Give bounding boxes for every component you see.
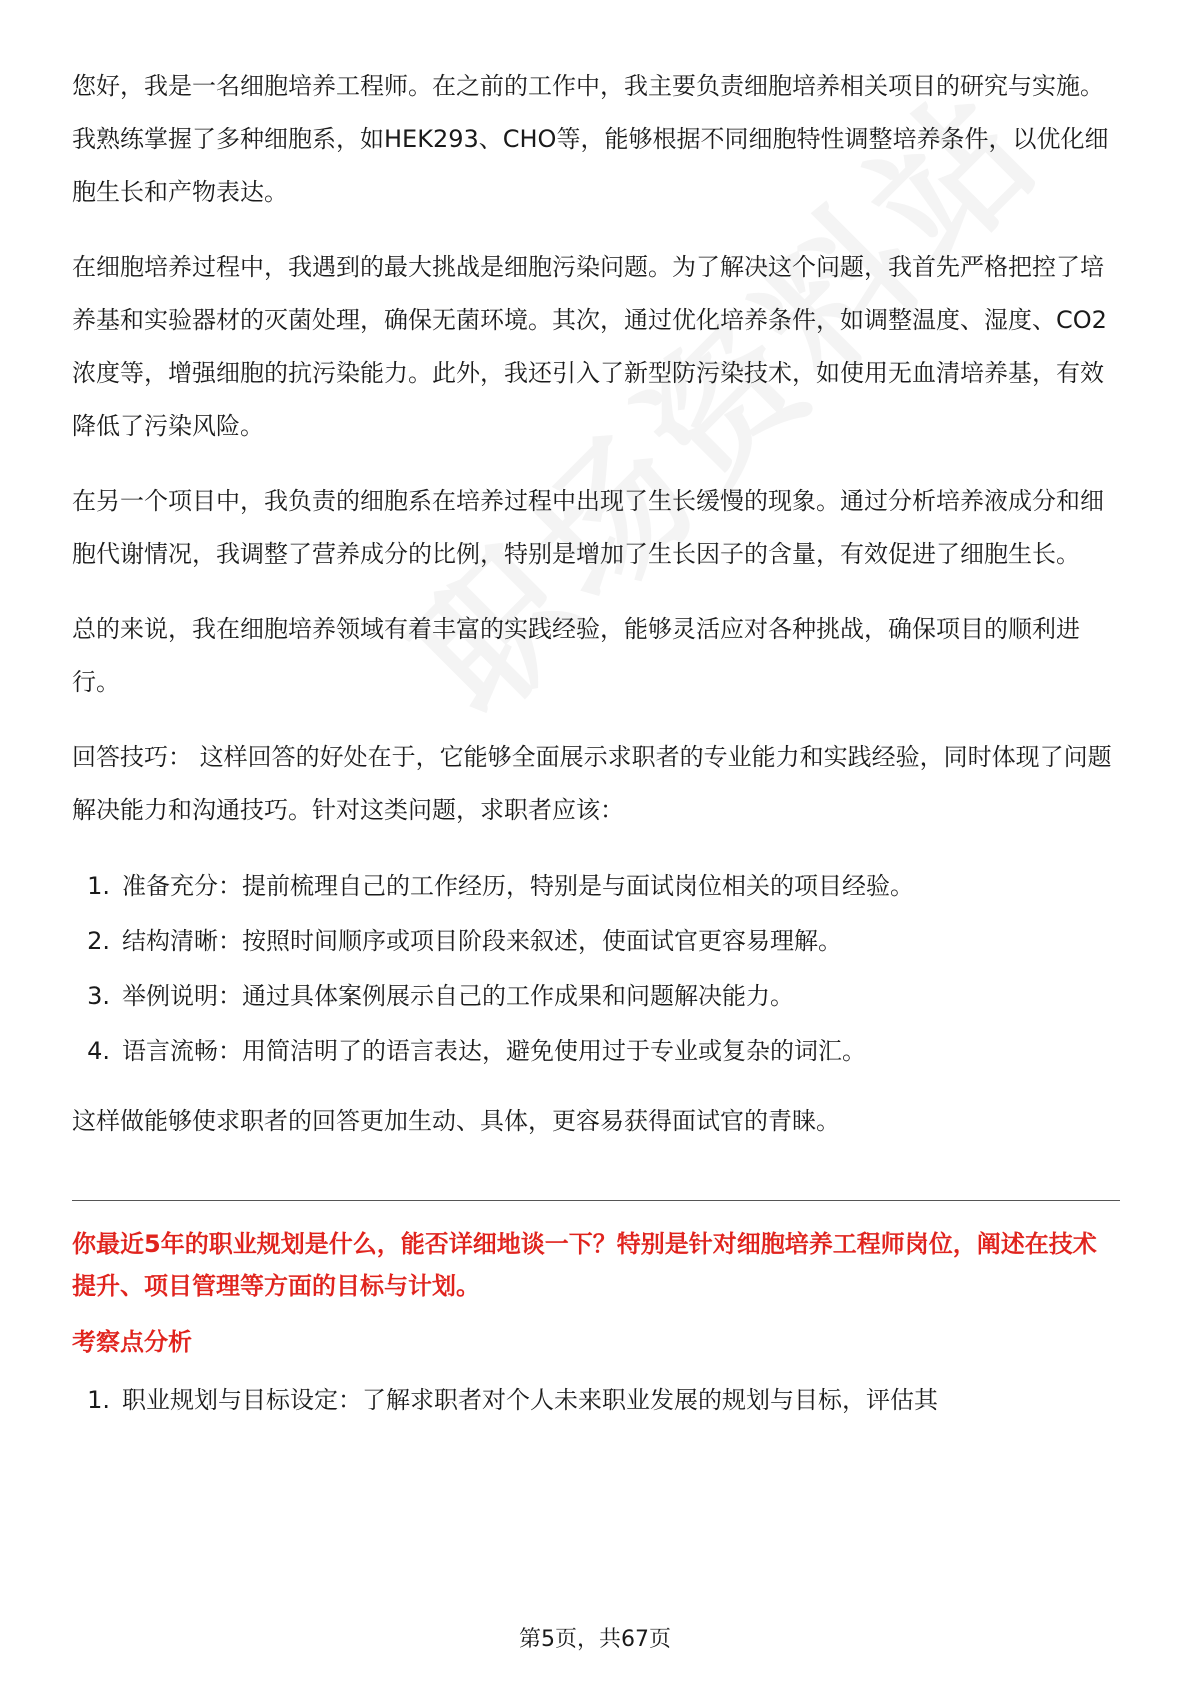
list-number: 2. <box>87 927 110 955</box>
list-item <box>72 859 1120 914</box>
answer-paragraph-1: 您好，我是一名细胞培养工程师。在之前的工作中，我主要负责细胞培养相关项目的研究与实施。我熟练掌握了多种细胞系，如HEK293、CHO等，能够根据不同细胞特性调整培养条件，以优化细胞生长和产物表达。 <box>72 72 1109 206</box>
list-text: 举例说明：通过具体案例展示自己的工作成果和问题解决能力。 <box>122 982 794 1010</box>
list-item <box>72 1373 1120 1428</box>
list-text: 准备充分：提前梳理自己的工作经历，特别是与面试岗位相关的项目经验。 <box>122 872 914 900</box>
closing-paragraph: 这样做能够使求职者的回答更加生动、具体，更容易获得面试官的青睐。 <box>72 1107 840 1135</box>
list-text: 职业规划与目标设定：了解求职者对个人未来职业发展的规划与目标，评估其 <box>122 1386 938 1414</box>
list-item <box>72 914 1120 969</box>
list-number: 3. <box>87 982 110 1010</box>
answer-paragraph-2: 在细胞培养过程中，我遇到的最大挑战是细胞污染问题。为了解决这个问题，我首先严格把控了培养基和实验器材的灭菌处理，确保无菌环境。其次，通过优化培养条件，如调整温度、湿度、CO2浓度等，增强细胞的抗污染能力。此外，我还引入了新型防污染技术，如使用无血清培养基，有效降低了污染风险。 <box>72 253 1107 440</box>
tips-list <box>72 859 1120 1079</box>
list-text: 语言流畅：用简洁明了的语言表达，避免使用过于专业或复杂的词汇。 <box>122 1037 866 1065</box>
page-content <box>72 60 1120 1428</box>
list-number: 1. <box>87 1386 110 1414</box>
section-divider <box>72 1200 1120 1201</box>
answer-paragraph-4: 总的来说，我在细胞培养领域有着丰富的实践经验，能够灵活应对各种挑战，确保项目的顺利进行。 <box>72 615 1080 696</box>
analysis-heading: 考察点分析 <box>72 1328 192 1356</box>
list-item <box>72 969 1120 1024</box>
tip-paragraph: 回答技巧： 这样回答的好处在于，它能够全面展示求职者的专业能力和实践经验，同时体现了问题解决能力和沟通技巧。针对这类问题，求职者应该： <box>72 743 1112 824</box>
list-number: 1. <box>87 872 110 900</box>
analysis-list <box>72 1373 1120 1428</box>
answer-paragraph-3: 在另一个项目中，我负责的细胞系在培养过程中出现了生长缓慢的现象。通过分析培养液成分和细胞代谢情况，我调整了营养成分的比例，特别是增加了生长因子的含量，有效促进了细胞生长。 <box>72 487 1104 568</box>
page-footer: 第5页，共67页 <box>519 1627 671 1652</box>
list-number: 4. <box>87 1037 110 1065</box>
question-heading: 你最近5年的职业规划是什么，能否详细地谈一下？特别是针对细胞培养工程师岗位，阐述在技术提升、项目管理等方面的目标与计划。 <box>72 1230 1097 1300</box>
list-text: 结构清晰：按照时间顺序或项目阶段来叙述，使面试官更容易理解。 <box>122 927 842 955</box>
list-item <box>72 1024 1120 1079</box>
